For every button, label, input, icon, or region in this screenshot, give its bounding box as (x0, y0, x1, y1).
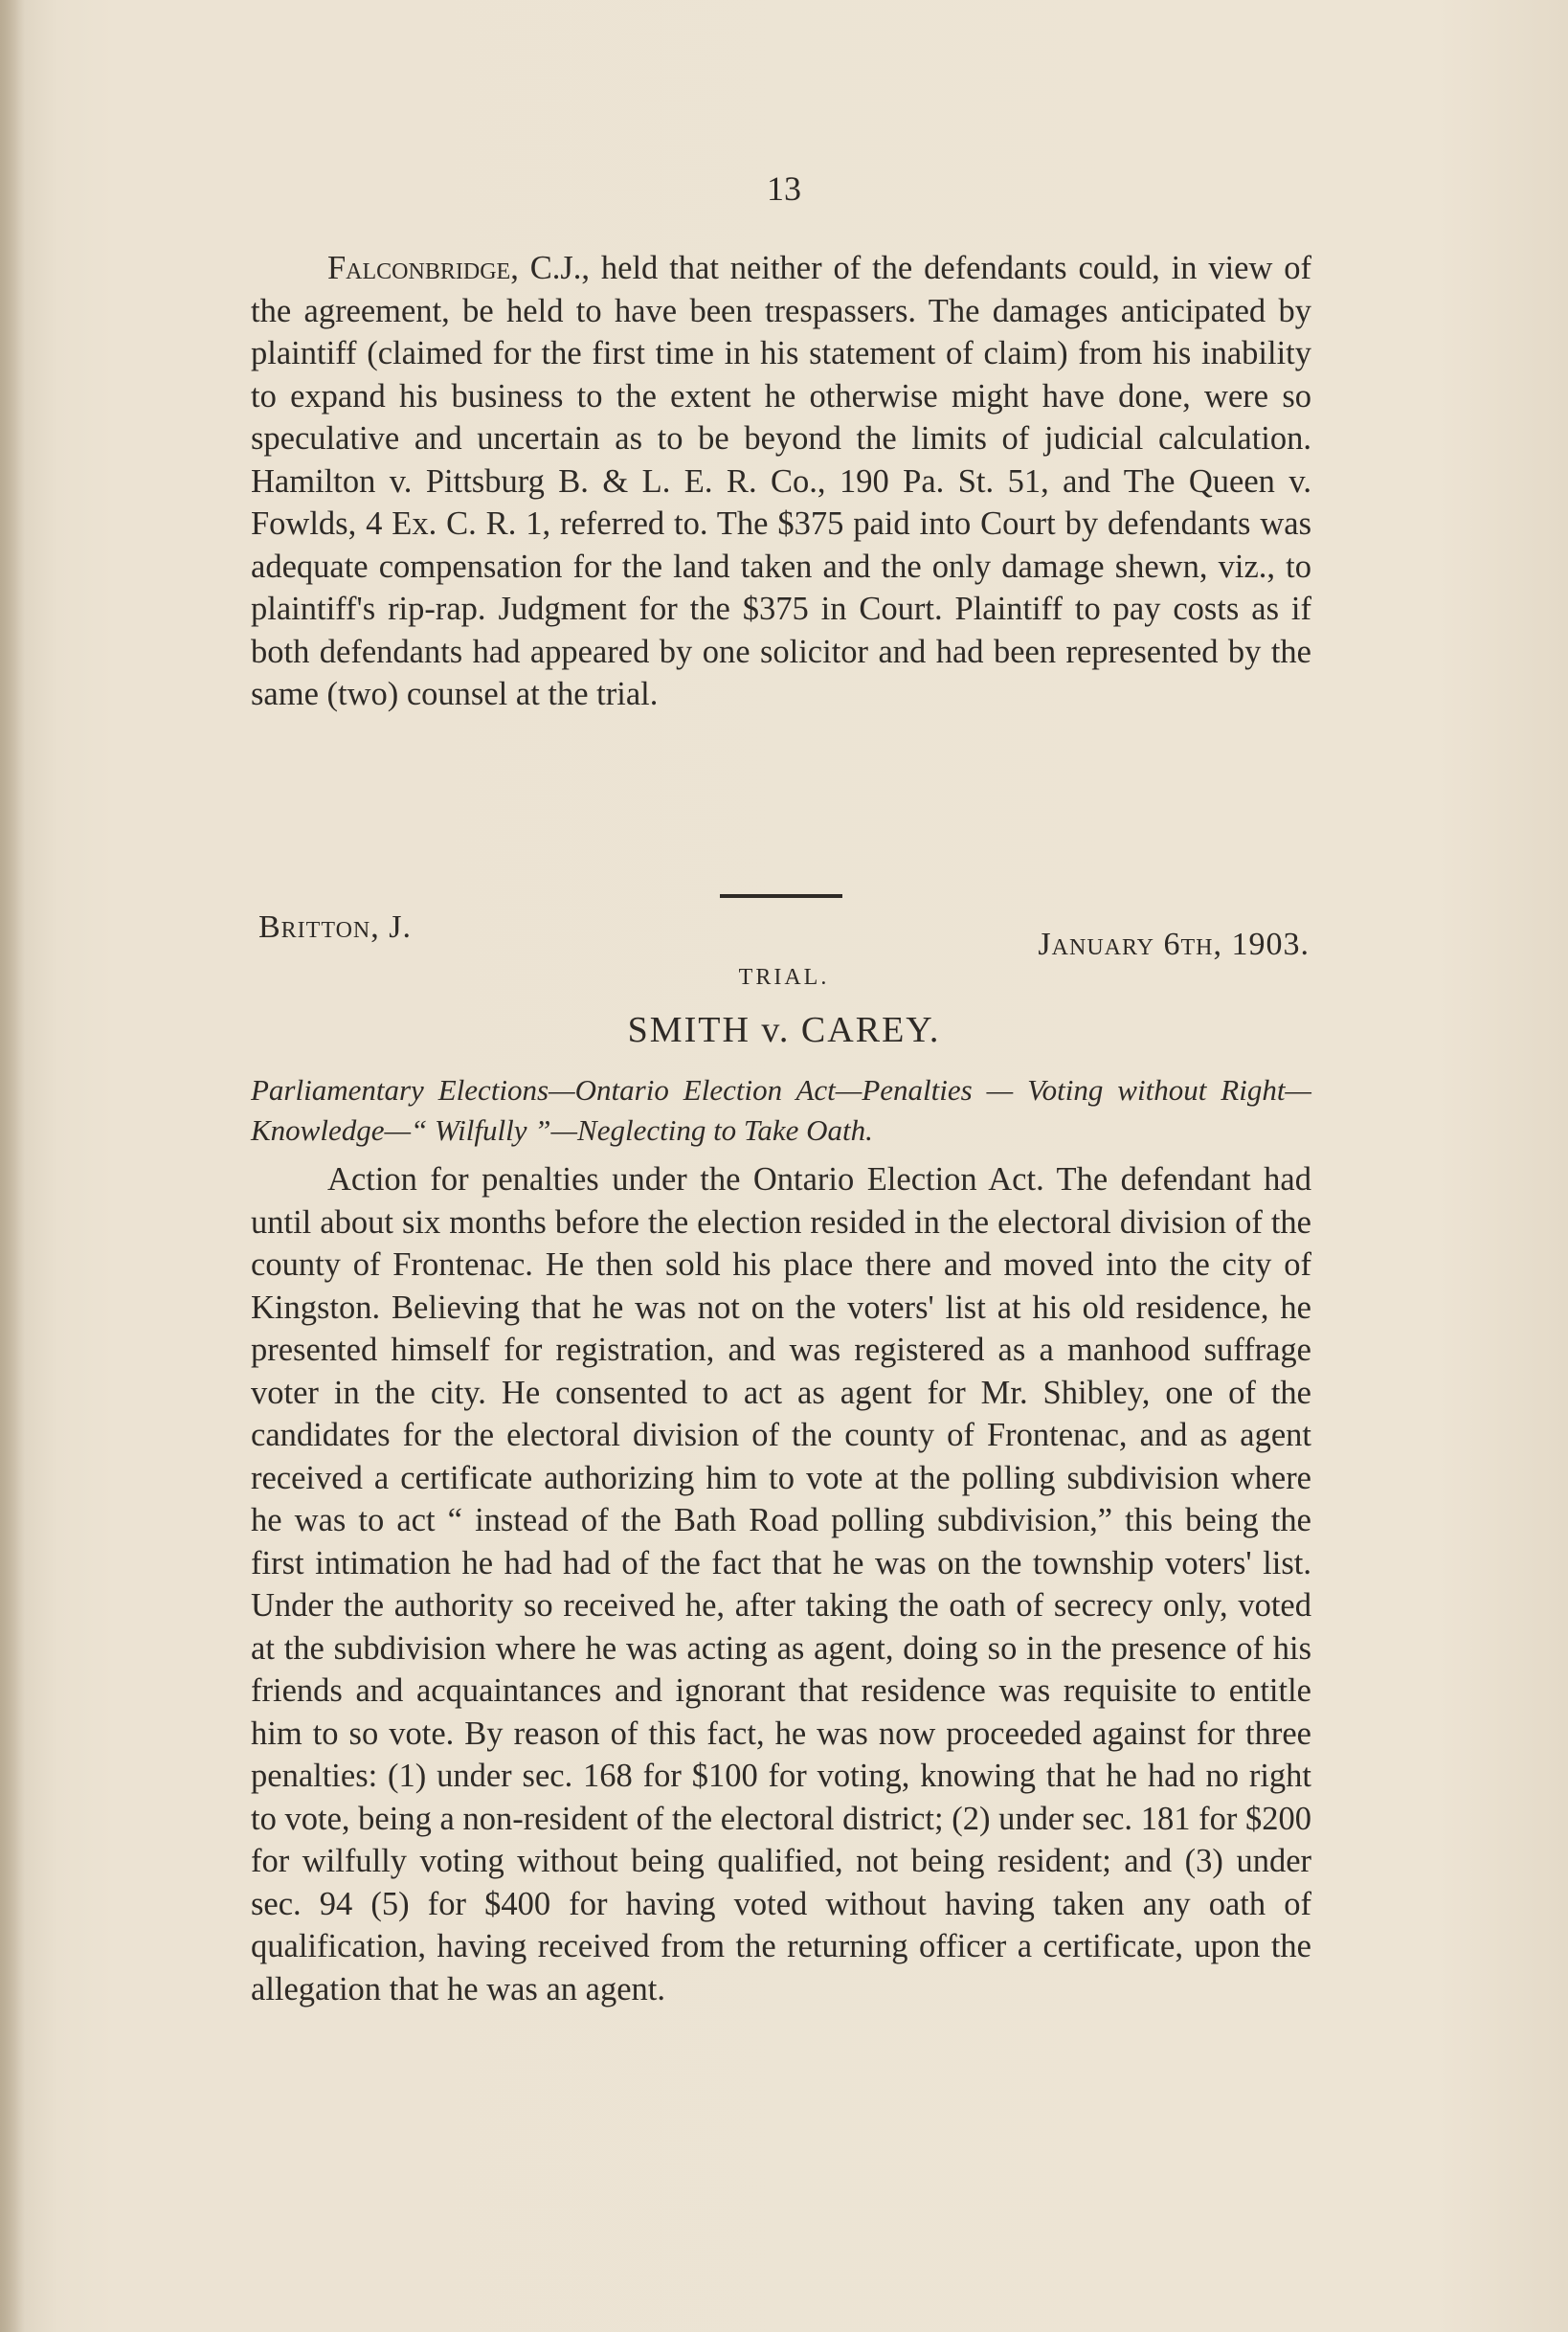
case-title: SMITH v. CAREY. (627, 1010, 941, 1050)
first-case-paragraph (251, 247, 1311, 716)
second-case-judge: Britton, J. (258, 909, 412, 945)
proceeding-kind: TRIAL. (738, 965, 830, 990)
second-case-block (251, 1158, 1311, 2010)
first-case-block (251, 247, 1311, 716)
second-case-body: Action for penalties under the Ontario Election Act. The defendant had until about six months before the election resided in the electoral division of the county of Frontenac. He then sold his place there and moved into the city of Kingston. Believing that he was not on the voters' list at his old residence, he presented himself for registration, and was registered as a manhood suffrage voter in the city. He consented to act as agent for Mr. Shibley, one of the candidates for the electoral division of the county of Frontenac, and as agent received a certificate authorizing him to vote at the polling subdivision where he was to act “ instead of the Bath Road polling subdivision,” this being the first intimation he had had of the fact that he was on the township voters' list. Under the authority so received he, after taking the oath of secrecy only, voted at the subdivision where he was acting as agent, doing so in the presence of his friends and acquaintances and ignorant that residence was requisite to entitle him to so vote. By reason of this fact, he was now proceeded against for three penalties: (1) under sec. 168 for $100 for voting, knowing that he had no right to vote, being a non-resident of the electoral district; (2) under sec. 181 for $200 for wilfully voting without being qualified, not being resident; and (3) under sec. 94 (5) for $400 for having voted without having taken any oath of qualification, having received from the returning officer a certificate, upon the allegation that he was an agent. (251, 1161, 1311, 2007)
binding-shadow (0, 0, 25, 2332)
judge-title: , C.J., (510, 250, 591, 286)
page-number: 13 (767, 169, 801, 208)
headnote: Parliamentary Elections—Ontario Election Act—Penalties — Voting without Right—Knowledge—“ Wilfully ”—Neglecting to Take Oath. (251, 1073, 1311, 1147)
first-case-text: held that neither of the defendants could, in view of the agreement, be held to have been trespassers. The damages anticipated by plaintiff (claimed for the first time in his statement of claim) from his inability to expand his business to the extent he otherwise might have done, were so speculative and uncertain as to be beyond the limits of judicial calculation. Hamilton v. Pittsburg B. & L. E. R. Co., 190 Pa. St. 51, and The Queen v. Fowlds, 4 Ex. C. R. 1, referred to. The $375 paid into Court by defendants was adequate compensation for the land taken and the only damage shewn, viz., to plaintiff's rip-rap. Judgment for the $375 in Court. Plaintiff to pay costs as if both defendants had appeared by one solicitor and had been represented by the same (two) counsel at the trial. (251, 250, 1312, 712)
second-case-date: January 6th, 1903. (1038, 927, 1310, 962)
section-divider (720, 894, 842, 898)
judge-name: Falconbridge (327, 250, 511, 286)
